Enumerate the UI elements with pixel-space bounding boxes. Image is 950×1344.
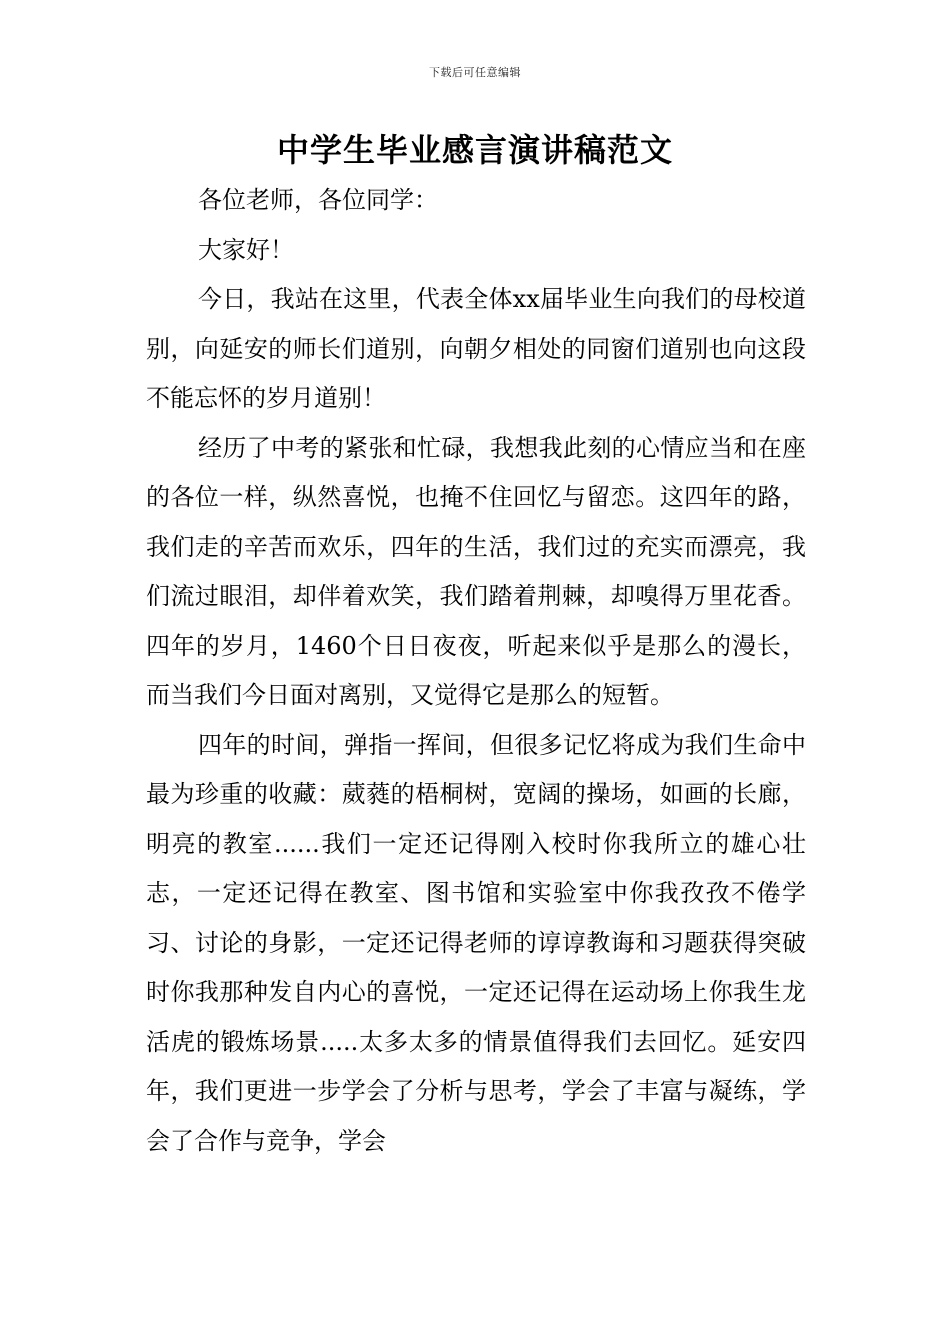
paragraph-greeting: 大家好！ [198, 235, 294, 264]
document-title: 中学生毕业感言演讲稿范文 [276, 131, 673, 169]
paragraph-memories: 四年的时间，弹指一挥间，但很多记忆将成为我们生命中最为珍重的收藏：葳蕤的梧桐树，宽阔的操场，如画的长廊，明亮的教室......我们一定还记得刚入校时你我所立的雄心壮志，一定还记得在教室、图书馆和实验室中你我孜孜不倦学习、讨论的身影，一定还记得老师的谆谆教诲和习题获得突破时你我那种发自内心的喜悦，一定还记得在运动场上你我生龙活虎的锻炼场景.....太多太多的情景值得我们去回忆。延安四年，我们更进一步学会了分析与思考，学会了丰富与凝练，学会了合作与竞争，学会 [146, 730, 806, 1155]
header-note: 下载后可任意编辑 [429, 66, 521, 79]
document-body [146, 176, 806, 1166]
paragraph-salutation: 各位老师，各位同学： [198, 186, 438, 214]
paragraph-farewell: 今日，我站在这里，代表全体xx届毕业生向我们的母校道别，向延安的师长们道别，向朝夕相处的同窗们道别也向这段不能忘怀的岁月道别！ [146, 285, 806, 412]
paragraph-feelings: 经历了中考的紧张和忙碌，我想我此刻的心情应当和在座的各位一样，纵然喜悦，也掩不住回忆与留恋。这四年的路，我们走的辛苦而欢乐，四年的生活，我们过的充实而漂亮，我们流过眼泪，却伴着欢笑，我们踏着荆棘，却嗅得万里花香。四年的岁月，1460个日日夜夜，听起来似乎是那么的漫长，而当我们今日面对离别，又觉得它是那么的短暂。 [146, 433, 806, 709]
